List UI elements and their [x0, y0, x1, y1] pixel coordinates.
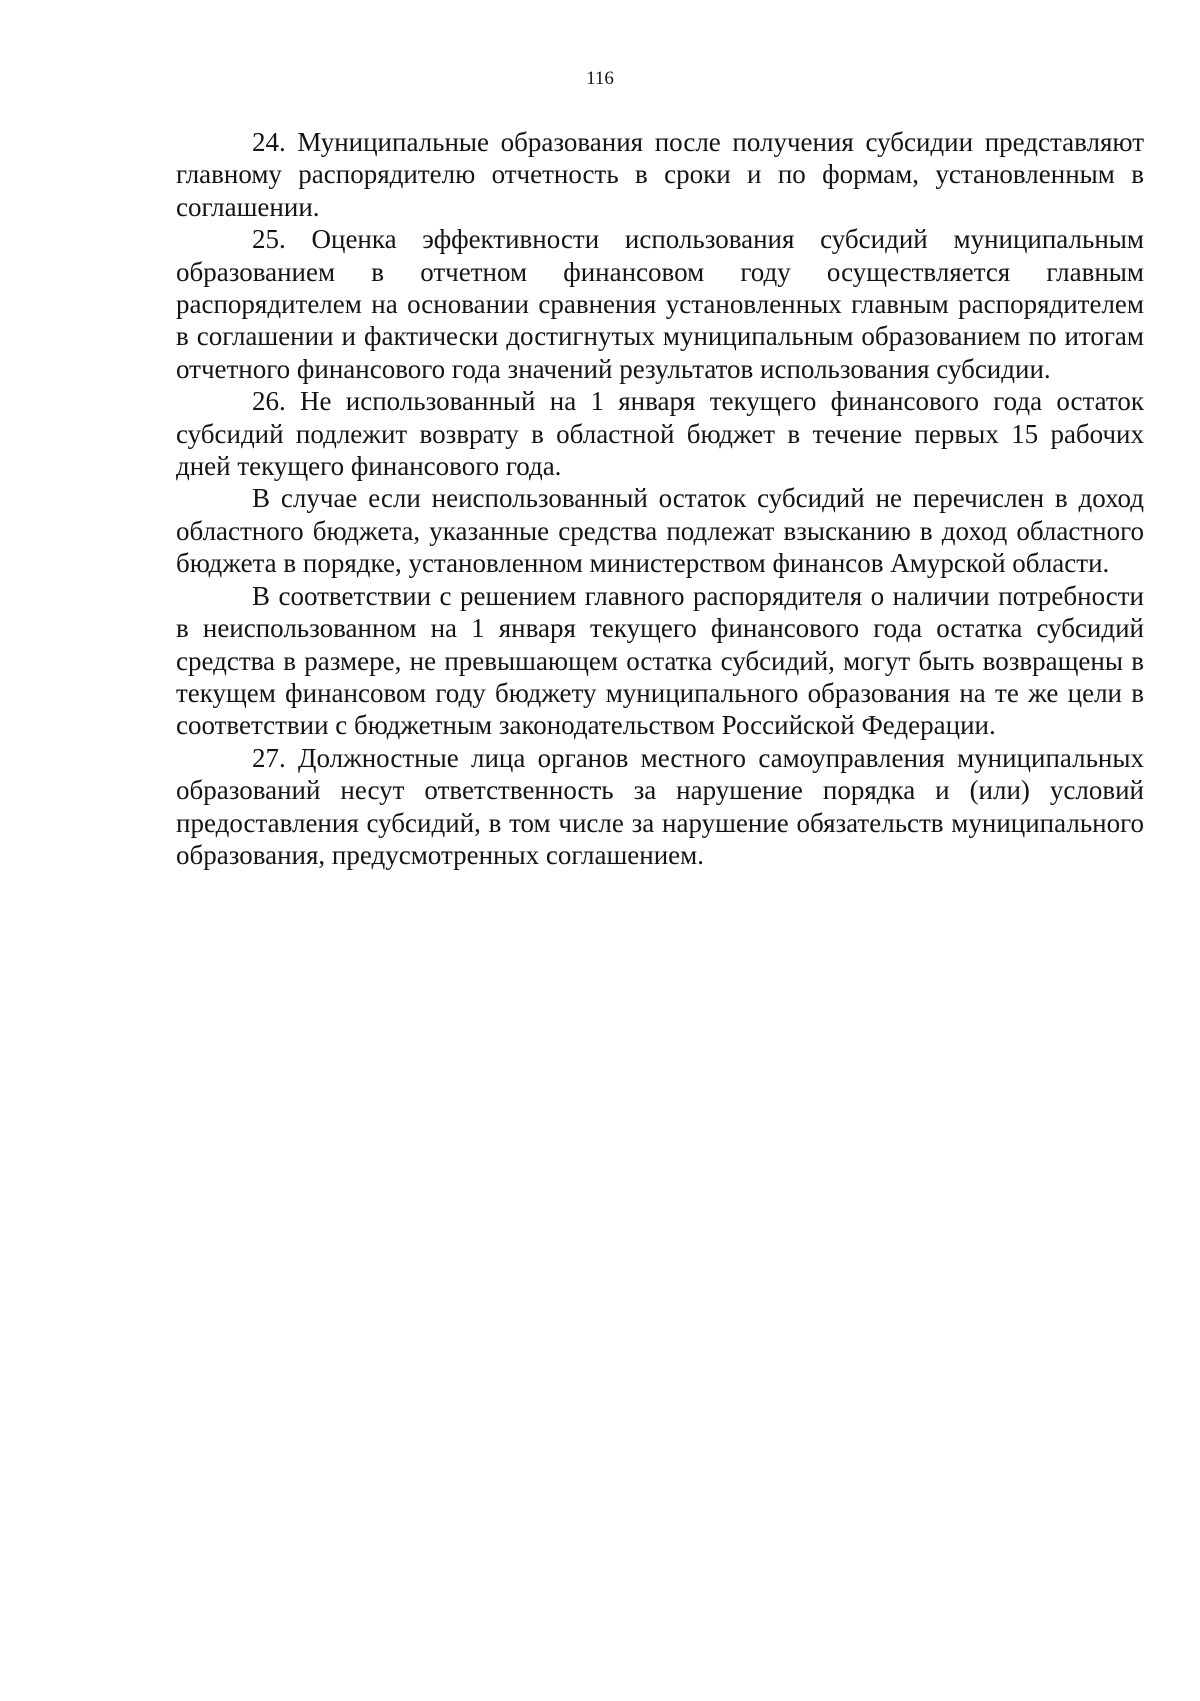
paragraph-24: 24. Муниципальные образования после получения субсидии представляют главному распорядителю отчетность в сроки и по формам, установленным в соглашении.: [176, 127, 1144, 222]
paragraph-26-return-of-balance: В соответствии с решением главного распорядителя о наличии потребности в неиспользованном на 1 января текущего финансового года остатка субсидий средства в размере, не превышающем остатка субсидий, могут быть возвращены в текущем финансовом году бюджету муниципального образования на те же цели в соответствии с бюджетным законодательством Российской Федерации.: [176, 580, 1144, 741]
document-body: [176, 126, 1144, 871]
page-number: 116: [586, 68, 614, 89]
paragraph-26: 26. Не использованный на 1 января текущего финансового года остаток субсидий подлежит возврату в областной бюджет в течение первых 15 рабочих дней текущего финансового года.: [176, 386, 1144, 482]
paragraph-27: 27. Должностные лица органов местного самоуправления муниципальных образований несут ответственность за нарушение порядка и (или) условий предоставления субсидий, в том числе за нарушение обязательств муниципального образования, предусмотренных соглашением.: [176, 742, 1144, 870]
paragraph-25: 25. Оценка эффективности использования субсидий муниципальным образованием в отчетном финансовом году осуществляется главным распорядителем на основании сравнения установленных главным распорядителем в соглашении и фактически достигнутых муниципальным образованием по итогам отчетного финансового года значений результатов использования субсидии.: [176, 224, 1144, 384]
paragraph-26-unremitted-balance: В случае если неиспользованный остаток субсидий не перечислен в доход областного бюджета, указанные средства подлежат взысканию в доход областного бюджета в порядке, установленном министерством финансов Амурской области.: [176, 483, 1144, 579]
